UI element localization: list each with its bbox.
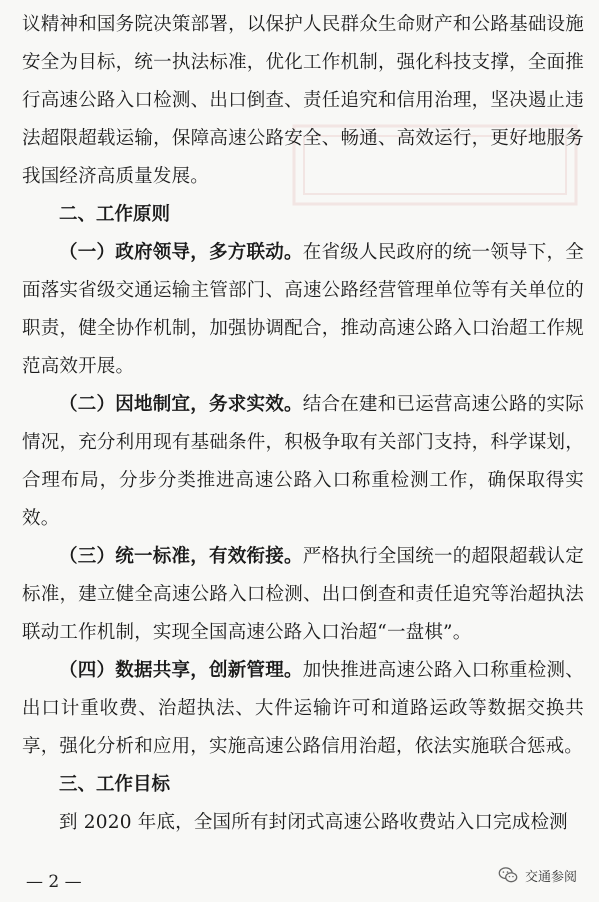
principle-4-text: 加快推进高速公路入口称重检测、出口计重收费、治超执法、大件运输许可和道路运政等数据交换共享，强化分析和应用，实施高速公路信用治超，依法实施联合惩戒。 [22,660,584,757]
document-body [22,6,584,842]
principle-3-title: （三）统一标准，有效衔接。 [59,546,303,567]
paragraph-goal-start: 到 2020 年底，全国所有封闭式高速公路收费站入口完成检测 [59,812,568,833]
principle-4-title: （四）数据共享，创新管理。 [59,660,303,681]
principle-2-text: 结合在建和已运营高速公路的实际情况，充分利用现有基础条件，积极争取有关部门支持，科学谋划，合理布局，分步分类推进高速公路入口称重检测工作，确保取得实效。 [22,394,584,529]
paragraph-principle-4 [22,652,584,766]
account-watermark [497,864,577,886]
paragraph-principle-3 [22,538,584,652]
section-heading-work-goals: 三、工作目标 [59,774,171,795]
principle-3-text: 严格执行全国统一的超限超载认定标准，建立健全高速公路入口检测、出口倒查和责任追究等治超执法联动工作机制，实现全国高速公路入口治超“一盘棋”。 [22,546,584,643]
account-name: 交通参阅 [524,869,577,885]
principle-1-title: （一）政府领导，多方联动。 [59,242,303,263]
paragraph-principle-1 [22,234,584,386]
section-heading-work-principles: 二、工作原则 [59,204,171,225]
page-number: — 2 — [26,872,82,892]
wechat-icon [497,864,519,886]
principle-2-title: （二）因地制宜，务求实效。 [59,394,303,415]
paragraph-intro-continuation: 议精神和国务院决策部署，以保护人民群众生命财产和公路基础设施安全为目标，统一执法标准，优化工作机制，强化科技支撑，全面推行高速公路入口检测、出口倒查、责任追究和信用治理，坚决遏止违法超限超载运输，保障高速公路安全、畅通、高效运行，更好地服务我国经济高质量发展。 [22,14,584,187]
principle-1-text: 在省级人民政府的统一领导下，全面落实省级交通运输主管部门、高速公路经营管理单位等有关单位的职责，健全协作机制，加强协调配合，推动高速公路入口治超工作规范高效开展。 [22,242,584,377]
paragraph-principle-2 [22,386,584,538]
